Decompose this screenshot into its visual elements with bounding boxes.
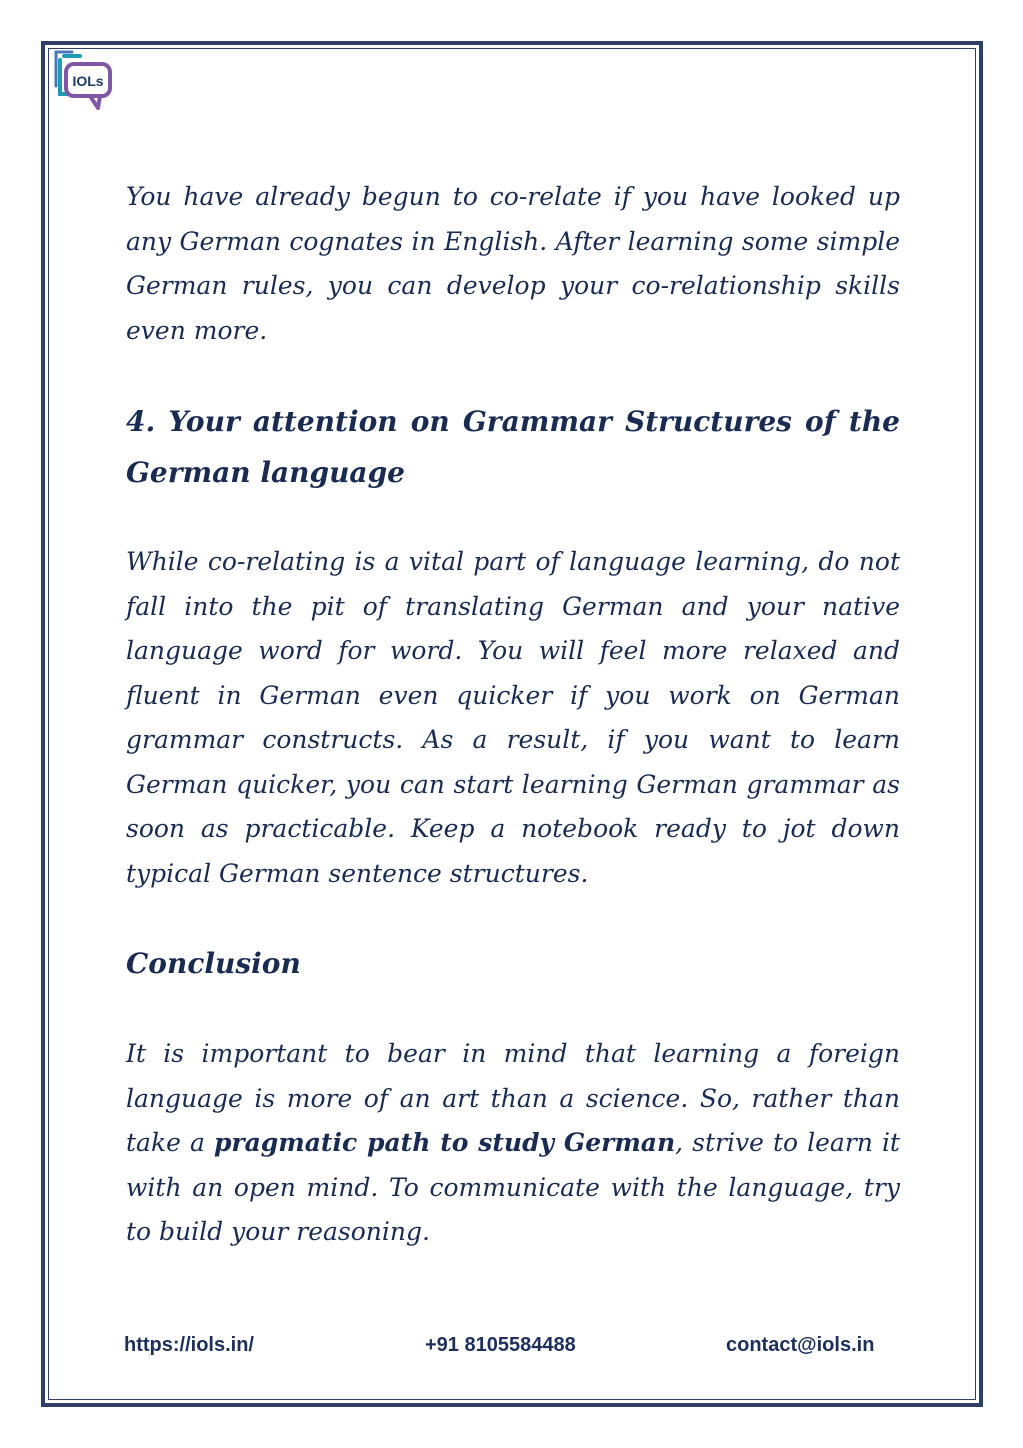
conclusion-body — [126, 1032, 900, 1255]
conclusion-heading: Conclusion — [126, 947, 301, 980]
svg-text:IOLs: IOLs — [72, 73, 104, 89]
footer-phone[interactable]: +91 8105584488 — [425, 1334, 576, 1356]
footer-email[interactable]: contact@iols.in — [726, 1334, 875, 1356]
conclusion-text-before: It is important to bear in mind that learning a foreign language is more of an art than a science. So, rather than take a — [126, 1039, 900, 1157]
study-german-link[interactable]: pragmatic path to study German — [213, 1128, 676, 1157]
intro-section — [126, 175, 900, 353]
paragraph-corelate: You have already begun to co-relate if you have looked up any German cognates in English. After learning some simple German rules, you can develop your co-relationship skills even more. — [126, 182, 900, 345]
iols-logo — [50, 48, 114, 116]
grammar-section — [126, 540, 900, 896]
conclusion-text-after: , strive to learn it with an open mind. To communicate with the language, try to build your reasoning. — [126, 1128, 900, 1246]
footer-website[interactable]: https://iols.in/ — [124, 1334, 254, 1356]
paragraph-conclusion — [126, 1032, 900, 1255]
section-4 — [126, 396, 900, 498]
heading-grammar-structures: 4. Your attention on Grammar Structures of the German language — [126, 405, 900, 489]
conclusion-section — [126, 938, 900, 989]
paragraph-grammar: While co-relating is a vital part of language learning, do not fall into the pit of translating German and your native language word for word. You will feel more relaxed and fluent in German even quicker if you work on German grammar constructs. As a result, if you want to learn German quicker, you can start learning German grammar as soon as practicable. Keep a notebook ready to jot down typical German sentence structures. — [126, 547, 900, 888]
